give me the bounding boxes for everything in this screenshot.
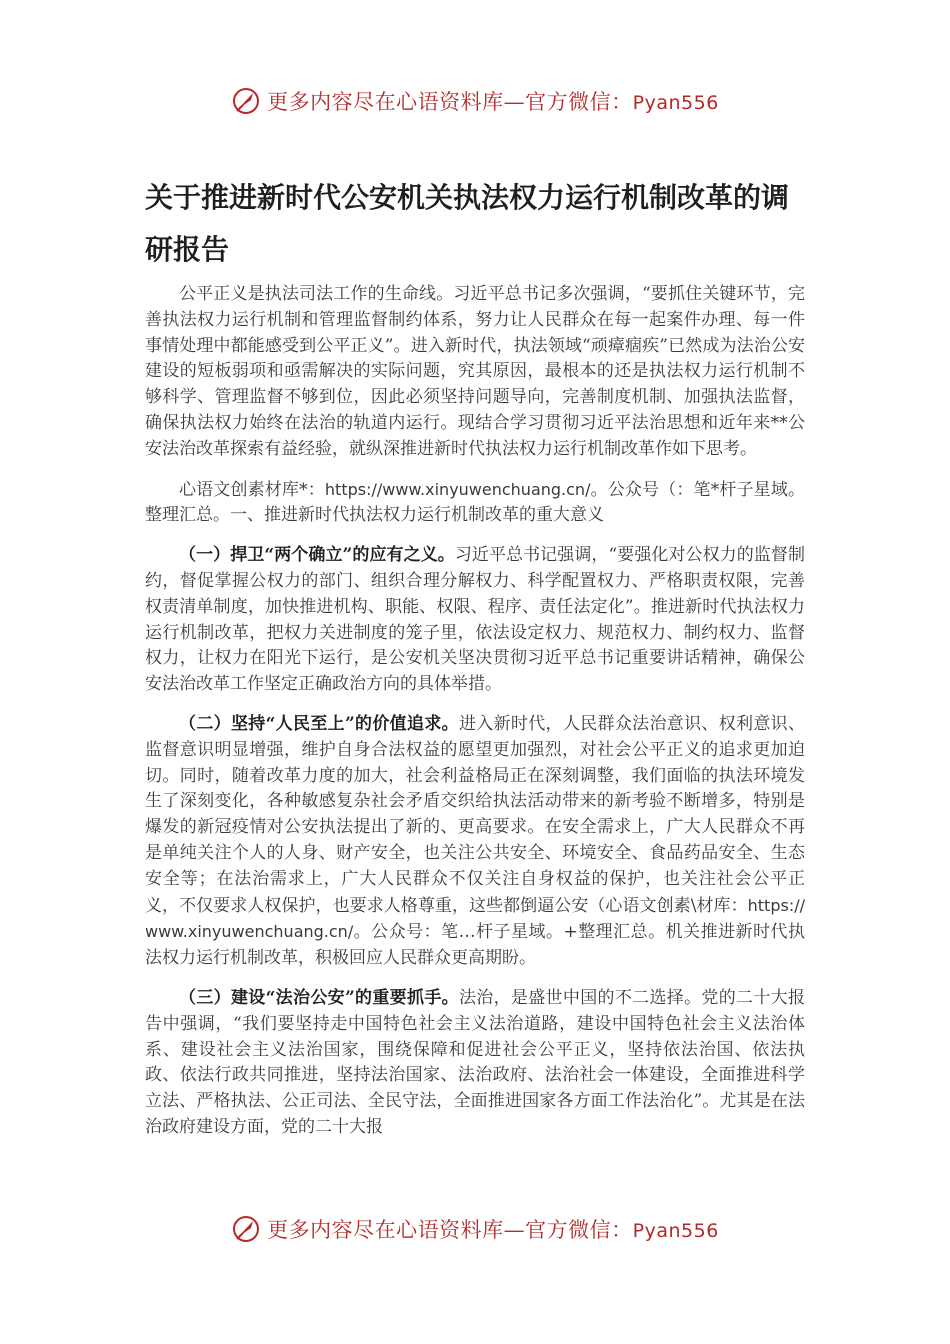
paragraph-intro: 公平正义是执法司法工作的生命线。习近平总书记多次强调，“要抓住关键环节，完善执法权力运行机制和管理监督制约体系，努力让人民群众在每一起案件办理、每一件事情处理中都能感受到公平正义”。进入新时代，执法领域“顽瘴痼疾”已然成为法治公安建设的短板弱项和亟需解决的实际问题，究其原因，最根本的还是执法权力运行机制不够科学、管理监督不够到位，因此必须坚持问题导向，完善制度机制、加强执法监督，确保执法权力始终在法治的轨道内运行。现结合学习贯彻习近平法治思想和近年来**公安法治改革探索有益经验，就纵深推进新时代执法权力运行机制改革作如下思考。 — [145, 284, 805, 459]
paragraph-source-note: 心语文创素材库*：https://www.xinyuwenchuang.cn/。公众号（：笔*杆子星域。整理汇总。一、推进新时代执法权力运行机制改革的重大意义 — [145, 479, 805, 526]
quill-logo-icon — [231, 86, 261, 116]
source-link[interactable]: https://www.xinyuwenchuang.cn/ — [324, 479, 591, 499]
paragraph-section-2: （二）坚持“人民至上”的价值追求。进入新时代，人民群众法治意识、权利意识、监督意识明显增强，维护自身合法权益的愿望更加强烈，对社会公平正义的追求更加迫切。同时，随着改革力度的加大，社会利益格局正在深刻调整，我们面临的执法环境发生了深刻变化，各种敏感复杂社会矛盾交织给执法活动带来的新考验不断增多，特别是爆发的新冠疫情对公安执法提出了新的、更高要求。在安全需求上，广大人民群众不再是单纯关注个人的人身、财产安全，也关注公共安全、环境安全、食品药品安全、生态安全等；在法治需求上，广大人民群众不仅关注自身权益的保护，也关注社会公平正义，不仅要求人权保护，也要求人格尊重，这些都倒逼公安（心语文创素\材库：https://www.xinyuwenchuang.cn/。公众号：笔…杆子星域。+整理汇总。机关推进新时代执法权力运行机制改革，积极回应人民群众更高期盼。 — [145, 713, 806, 969]
section-3-heading: （三）建设“法治公安”的重要抓手。 — [179, 987, 459, 1008]
header-watermark-banner — [0, 81, 950, 121]
banner-text: 更多内容尽在心语资料库—官方微信：Pyan556 — [267, 1218, 719, 1242]
paragraph-section-3: （三）建设“法治公安”的重要抓手。法治，是盛世中国的不二选择。党的二十大报告中强调，“我们要坚持走中国特色社会主义法治道路，建设中国特色社会主义法治体系、建设社会主义法治国家，围绕保障和促进社会公平正义，坚持依法治国、依法执政、依法行政共同推进，坚持法治国家、法治政府、法治社会一体建设，全面推进科学立法、严格执法、公正司法、全民守法，全面推进国家各方面工作法治化”。尤其是在法治政府建设方面，党的二十大报 — [145, 987, 806, 1137]
quill-logo-icon — [231, 1214, 261, 1244]
footer-watermark-banner — [0, 1209, 950, 1249]
banner-text: 更多内容尽在心语资料库—官方微信：Pyan556 — [267, 90, 719, 114]
source-link-2[interactable]: https://www.xinyuwenchuang.cn/ — [145, 895, 805, 942]
section-2-heading: （二）坚持“人民至上”的价值追求。 — [179, 713, 459, 734]
section-1-heading: （一）捍卫“两个确立”的应有之义。 — [179, 545, 455, 566]
document-body — [145, 282, 805, 1155]
paragraph-section-1: （一）捍卫“两个确立”的应有之义。习近平总书记强调，“要强化对公权力的监督制约，督促掌握公权力的部门、组织合理分解权力、科学配置权力、严格职责权限，完善权责清单制度，加快推进机构、职能、权限、程序、责任法定化”。推进新时代执法权力运行机制改革，把权力关进制度的笼子里，依法设定权力、规范权力、制约权力、监督权力，让权力在阳光下运行，是公安机关坚决贯彻习近平总书记重要讲话精神，确保公安法治改革工作坚定正确政治方向的具体举措。 — [145, 545, 805, 695]
document-title: 关于推进新时代公安机关执法权力运行机制改革的调研报告 — [145, 181, 790, 266]
